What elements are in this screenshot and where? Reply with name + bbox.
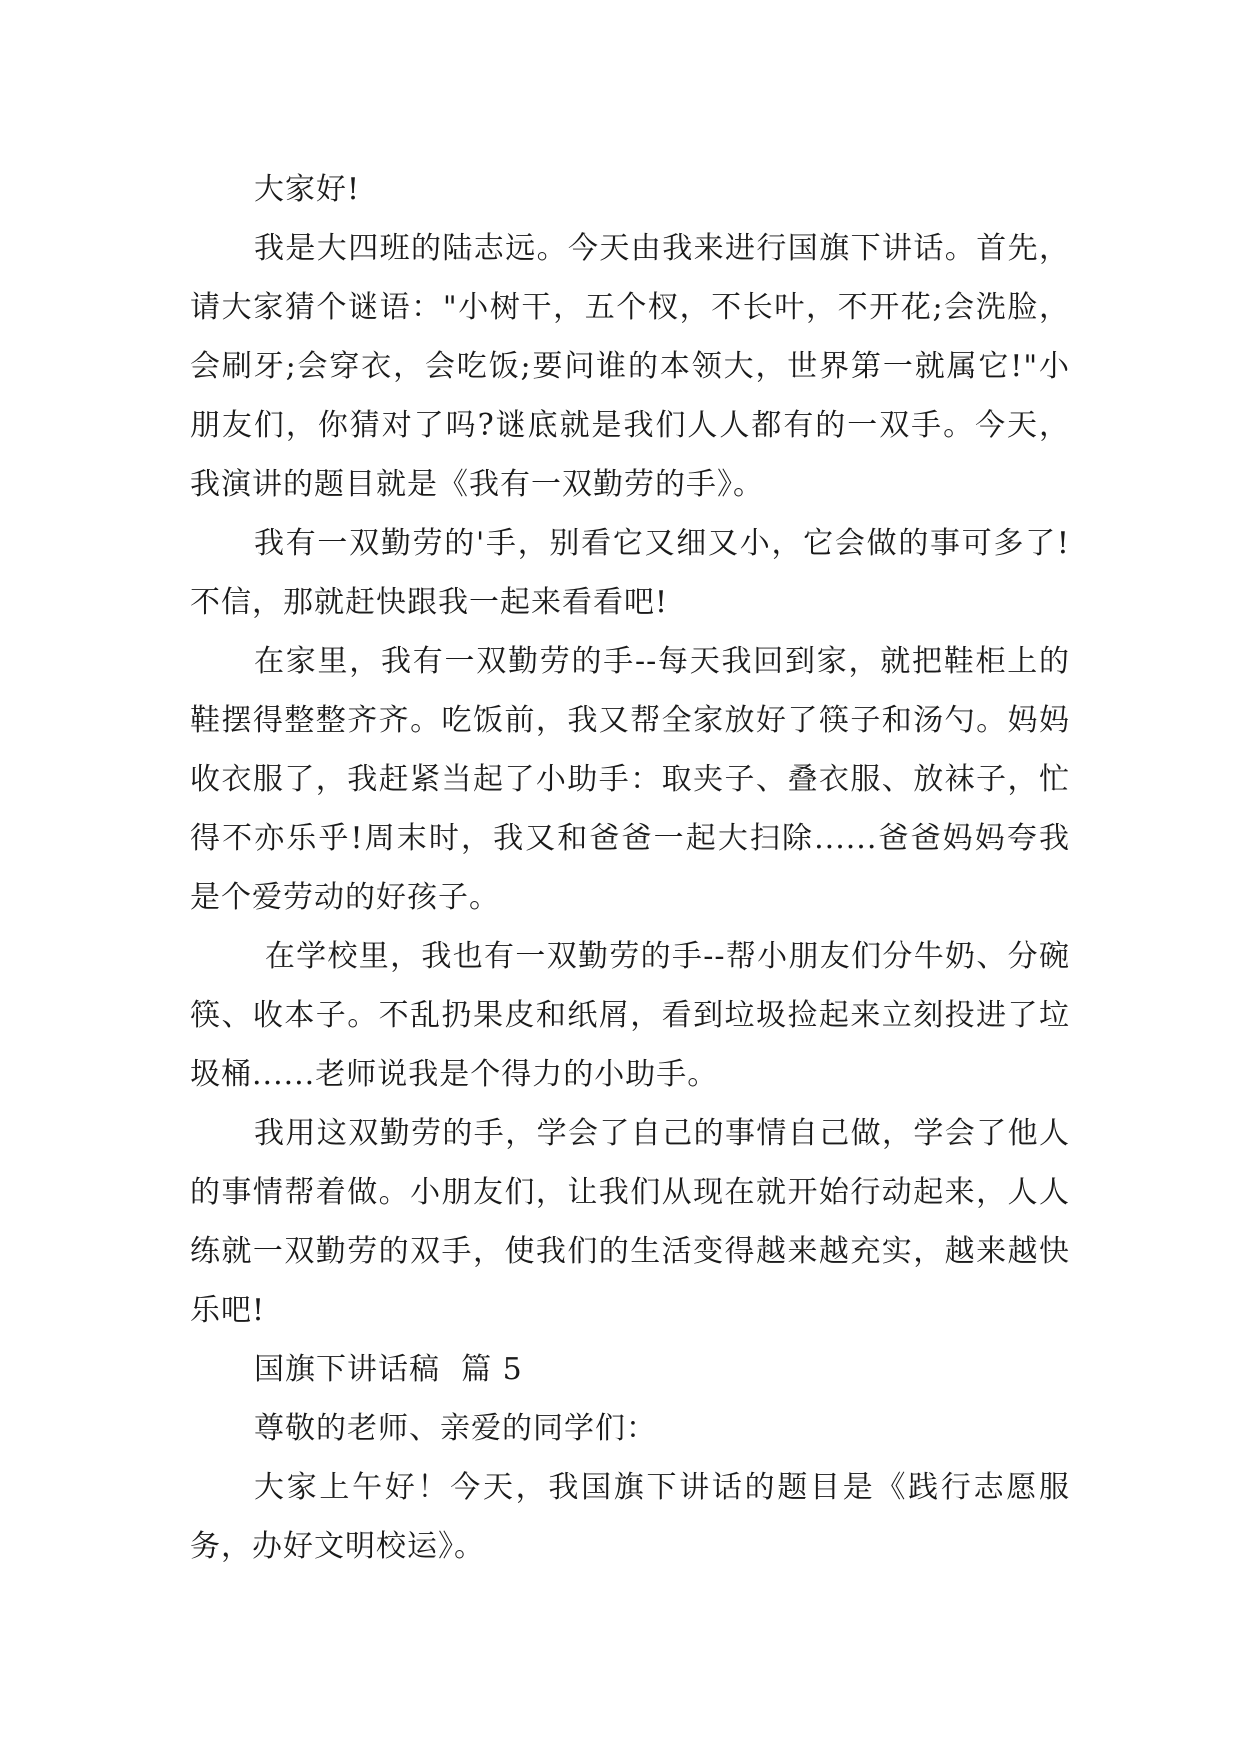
- at-school-paragraph: 在学校里，我也有一双勤劳的手--帮小朋友们分牛奶、分碗筷、收本子。不乱扔果皮和纸屑，看到垃圾捡起来立刻投进了垃圾桶......老师说我是个得力的小助手。: [190, 939, 1070, 1092]
- salutation-paragraph: 尊敬的老师、亲爱的同学们：: [254, 1411, 657, 1446]
- conclusion-paragraph: 我用这双勤劳的手，学会了自己的事情自己做，学会了他人的事情帮着做。小朋友们，让我们从现在就开始行动起来，人人练就一双勤劳的双手，使我们的生活变得越来越充实，越来越快乐吧!: [190, 1116, 1070, 1328]
- speech-topic-paragraph: 大家上午好！今天，我国旗下讲话的题目是《践行志愿服务，办好文明校运》。: [190, 1470, 1070, 1564]
- document-body: [190, 160, 1070, 1576]
- greeting-paragraph: 大家好!: [254, 172, 361, 207]
- riddle-paragraph: 我是大四班的陆志远。今天由我来进行国旗下讲话。首先，请大家猜个谜语："小树干，五个杈，不长叶，不开花;会洗脸，会刷牙;会穿衣，会吃饭;要问谁的本领大，世界第一就属它!"小朋友们，你猜对了吗?谜底就是我们人人都有的一双手。今天，我演讲的题目就是《我有一双勤劳的手》。: [190, 231, 1070, 502]
- section-heading: 国旗下讲话稿 篇 5: [254, 1352, 523, 1387]
- hands-intro-paragraph: 我有一双勤劳的'手，别看它又细又小，它会做的事可多了!不信，那就赶快跟我一起来看看吧!: [190, 526, 1070, 620]
- at-home-paragraph: 在家里，我有一双勤劳的手--每天我回到家，就把鞋柜上的鞋摆得整整齐齐。吃饭前，我又帮全家放好了筷子和汤勺。妈妈收衣服了，我赶紧当起了小助手：取夹子、叠衣服、放袜子，忙得不亦乐乎!周末时，我又和爸爸一起大扫除......爸爸妈妈夸我是个爱劳动的好孩子。: [190, 644, 1070, 915]
